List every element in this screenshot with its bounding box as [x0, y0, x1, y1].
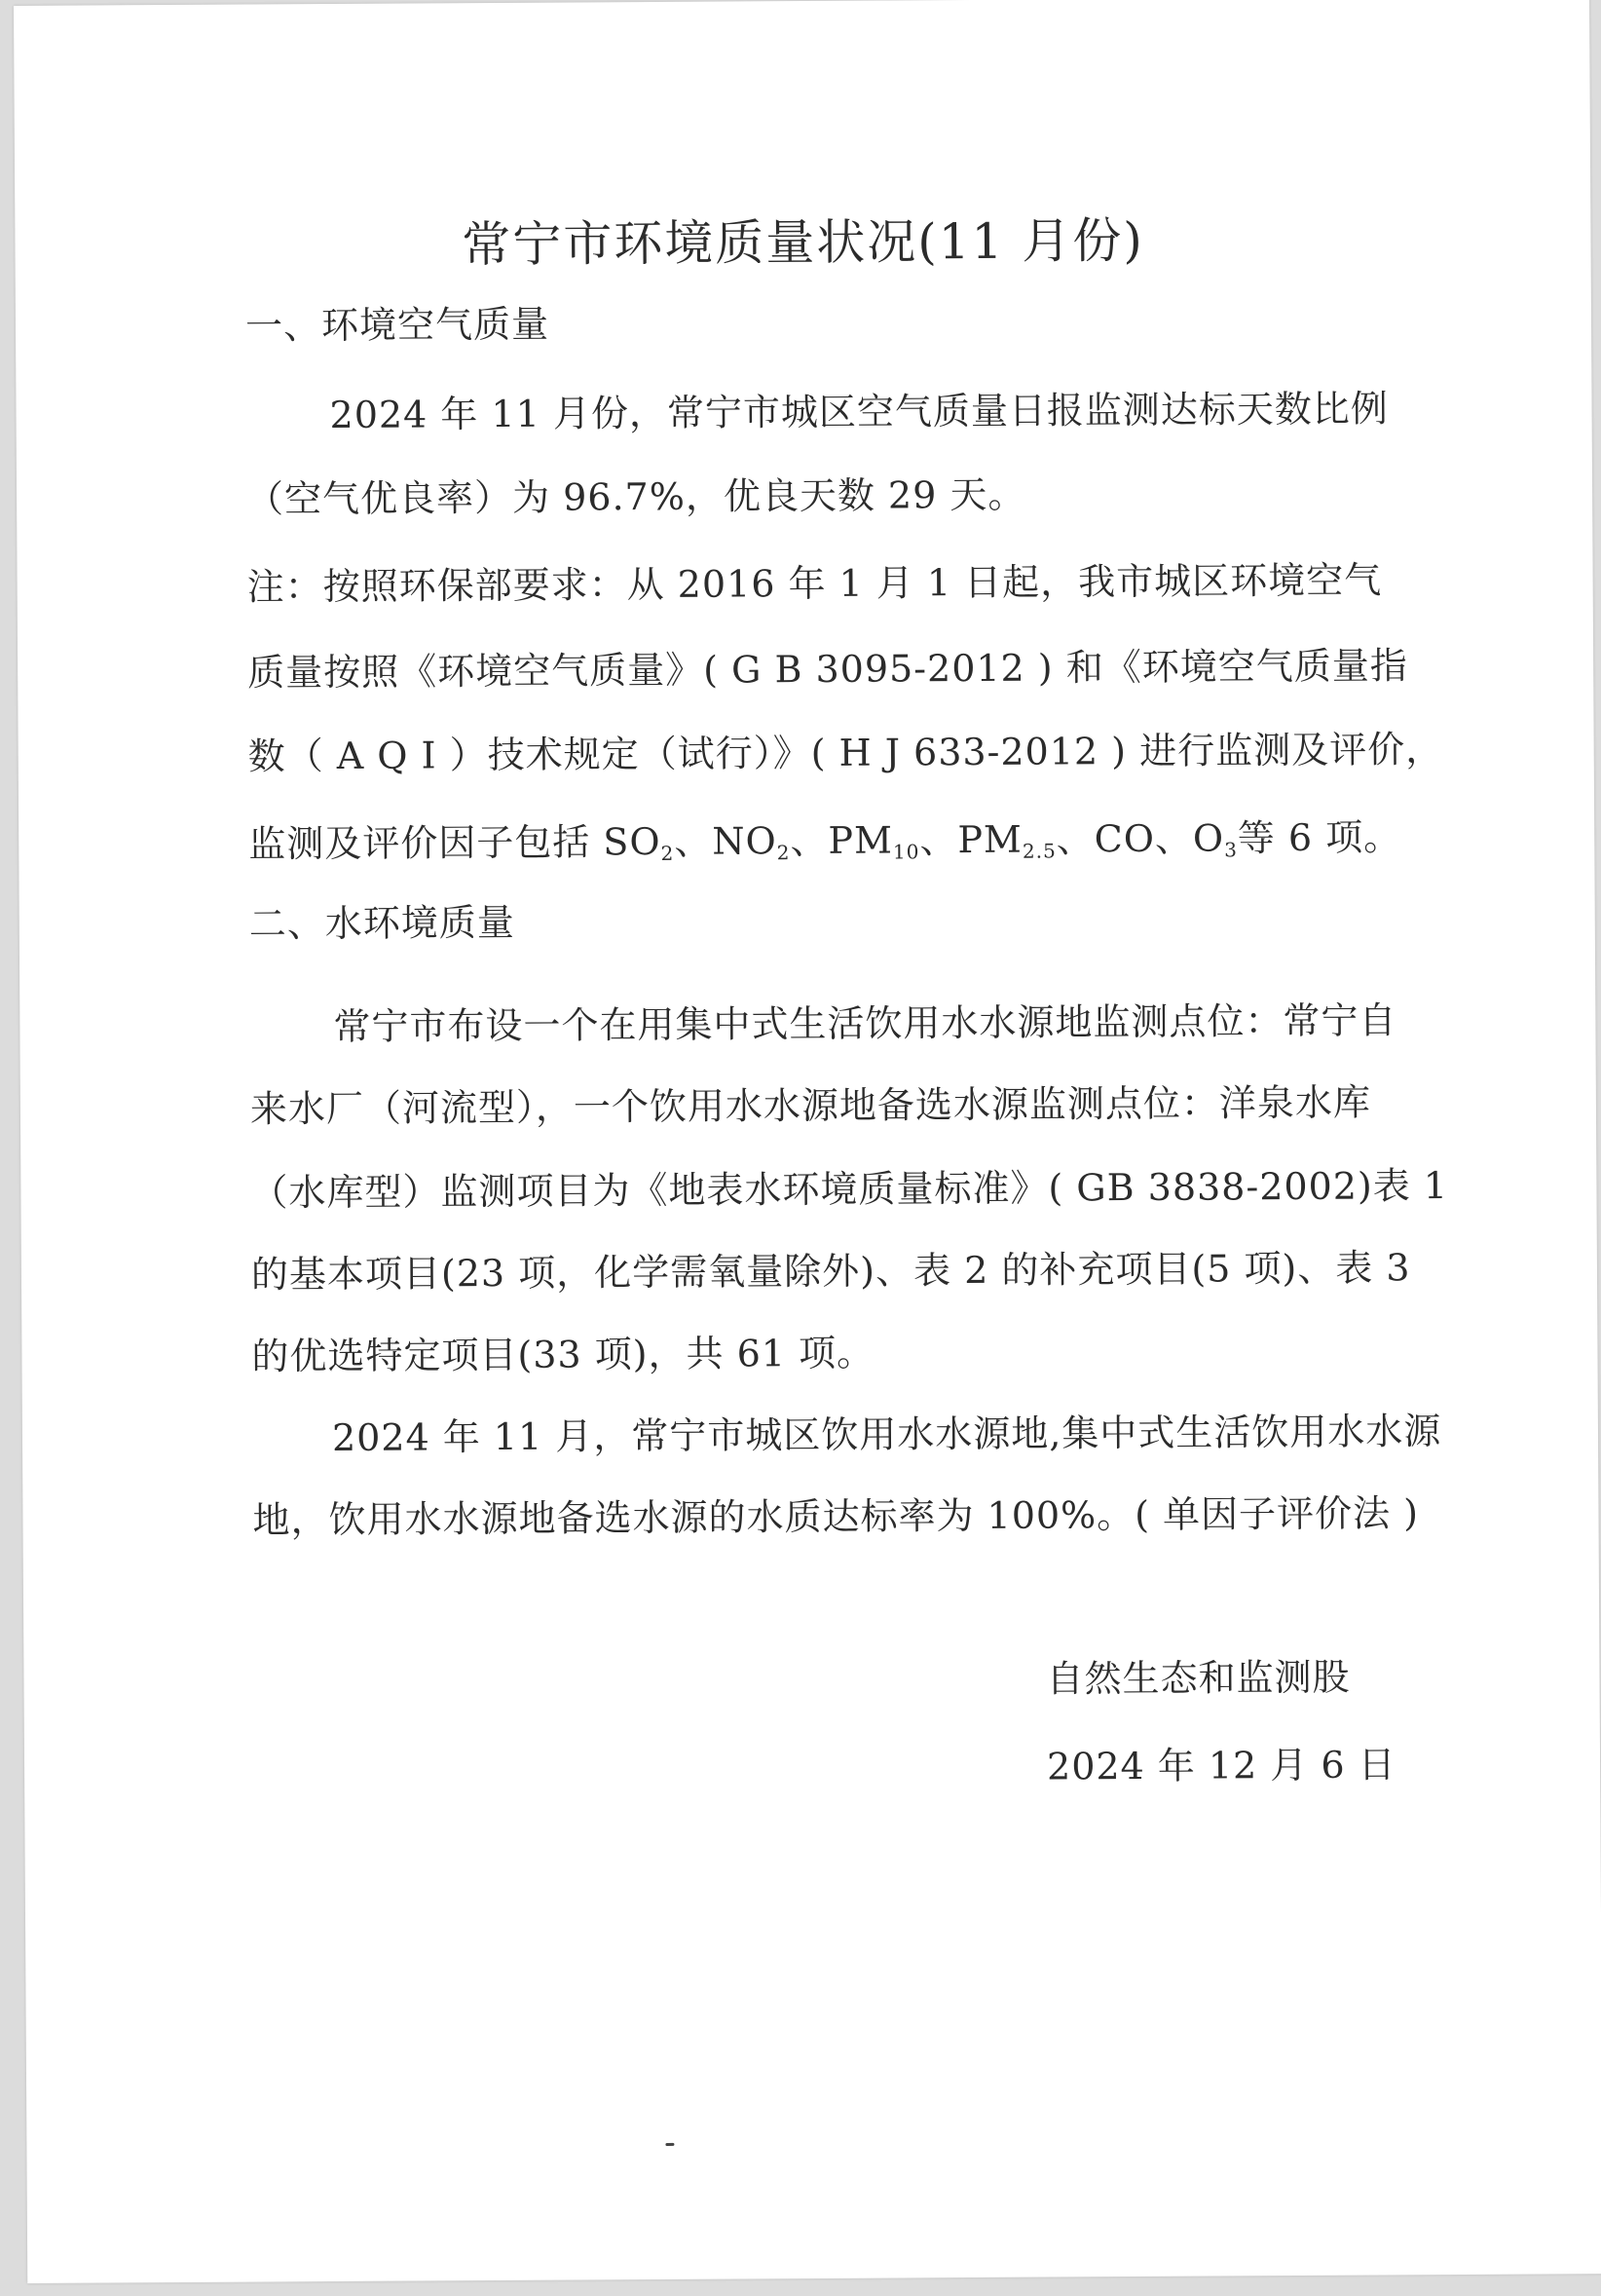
factor-subscript: 2: [776, 841, 791, 865]
factor-5: [1192, 816, 1238, 862]
water-result-line-1: 2024 年 11 月，常宁市城区饮用水水源地,集中式生活饮用水水源: [331, 1410, 1442, 1460]
air-quality-note-line-1: 注：按照环保部要求：从 2016 年 1 月 1 日起，我市城区环境空气: [246, 558, 1383, 609]
factor-separator: 、: [790, 818, 829, 863]
factor-base: PM: [828, 818, 894, 862]
section-1-heading: 一、环境空气质量: [244, 302, 550, 348]
factor-base: SO: [603, 819, 661, 864]
factor-separator: 、: [919, 818, 958, 862]
document-title: 常宁市环境质量状况(11 月份): [462, 211, 1144, 274]
document-page: [14, 0, 1601, 2283]
signature-date: 2024 年 12 月 6 日: [1046, 1743, 1396, 1788]
monitoring-factors-suffix: 等 6 项。: [1237, 815, 1402, 860]
factor-3: [957, 817, 1095, 861]
water-paragraph-line-3: （水库型）监测项目为《地表水环境质量标准》( GB 3838-2002)表 1: [250, 1164, 1449, 1215]
water-paragraph-line-1: 常宁市布设一个在用集中式生活饮用水水源地监测点位：常宁自: [333, 998, 1397, 1049]
factor-4: [1095, 817, 1194, 861]
scan-speck: [665, 2143, 674, 2146]
water-paragraph-line-2: 来水厂（河流型），一个饮用水水源地备选水源监测点位：洋泉水库: [249, 1080, 1372, 1131]
section-2-heading: 二、水环境质量: [248, 900, 515, 946]
factor-0: [603, 820, 712, 864]
monitoring-factors-list: [603, 816, 1238, 863]
factor-separator: 、: [1154, 816, 1194, 860]
factor-subscript: 3: [1224, 838, 1238, 862]
factor-1: [712, 819, 828, 863]
factor-subscript: 10: [892, 840, 920, 864]
air-quality-note-line-3: 数（ A Q I ）技术规定（试行）》( H J 633-2012 ) 进行监测及评价，: [247, 728, 1444, 778]
factor-subscript: 2: [660, 841, 675, 865]
water-result-line-2: 地，饮用水水源地备选水源的水质达标率为 100%。( 单因子评价法 ): [252, 1491, 1420, 1542]
signature-department: 自然生态和监测股: [1046, 1655, 1351, 1701]
air-quality-note-line-2: 质量按照《环境空气质量》( G B 3095-2012 ) 和《环境空气质量指: [247, 644, 1408, 695]
air-quality-paragraph-line-2: （空气优良率）为 96.7%，优良天数 29 天。: [245, 472, 1026, 521]
factor-subscript: 2.5: [1022, 839, 1057, 863]
water-paragraph-line-5: 的优选特定项目(33 项)，共 61 项。: [251, 1331, 875, 1378]
factor-base: PM: [957, 817, 1024, 862]
factor-separator: 、: [1056, 817, 1095, 861]
factor-base: CO: [1094, 816, 1156, 861]
factor-2: [828, 818, 957, 862]
monitoring-factors-prefix: 监测及评价因子包括: [248, 820, 604, 866]
monitoring-factors-line: [248, 813, 1401, 867]
factor-base: O: [1192, 816, 1225, 860]
factor-base: NO: [712, 819, 777, 863]
water-paragraph-line-4: 的基本项目(23 项，化学需氧量除外)、表 2 的补充项目(5 项)、表 3: [250, 1246, 1411, 1297]
factor-separator: 、: [674, 819, 713, 863]
air-quality-paragraph-line-1: 2024 年 11 月份，常宁市城区空气质量日报监测达标天数比例: [329, 387, 1389, 437]
